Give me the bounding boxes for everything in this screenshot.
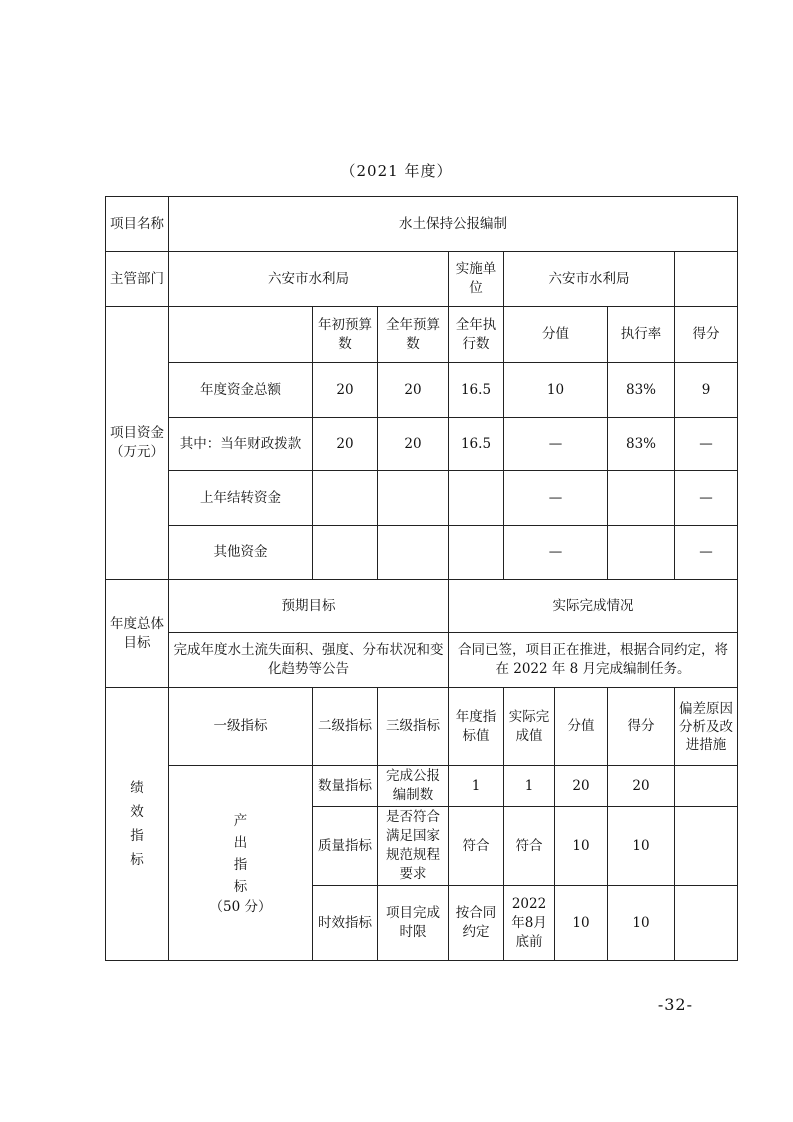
indicator-reason	[675, 807, 738, 886]
funds-header-empty	[169, 307, 313, 363]
funds-score-value: —	[504, 471, 608, 526]
funds-row-label: 年度资金总额	[169, 363, 313, 418]
indicators-header-score: 得分	[608, 688, 675, 766]
indicator-value: 10	[555, 886, 608, 961]
funds-row-other	[106, 526, 738, 580]
funds-row-label: 上年结转资金	[169, 471, 313, 526]
funds-section-label: 项目资金（万元）	[106, 307, 169, 580]
funds-header-rate: 执行率	[608, 307, 675, 363]
implementer-value: 六安市水利局	[504, 252, 675, 307]
funds-executed	[449, 526, 504, 580]
funds-budget-year	[378, 471, 449, 526]
goals-actual-text: 合同已签，项目正在推进，根据合同约定，将在 2022 年 8 月完成编制任务。	[449, 633, 738, 688]
department-value: 六安市水利局	[169, 252, 449, 307]
indicators-section-text: 绩效指标	[130, 780, 144, 868]
indicator-value: 20	[555, 766, 608, 807]
indicators-header-level2: 二级指标	[313, 688, 378, 766]
indicator-reason	[675, 886, 738, 961]
funds-score: —	[675, 526, 738, 580]
funds-header-row	[106, 307, 738, 363]
funds-rate: 83%	[608, 418, 675, 471]
indicators-section-label	[106, 688, 169, 961]
funds-budget-start: 20	[313, 363, 378, 418]
indicator-level3: 项目完成时限	[378, 886, 449, 961]
funds-rate: 83%	[608, 363, 675, 418]
goals-content-row	[106, 633, 738, 688]
goals-actual-header: 实际完成情况	[449, 580, 738, 633]
page-number: -32-	[657, 995, 693, 1014]
funds-rate	[608, 526, 675, 580]
funds-score: —	[675, 418, 738, 471]
indicator-row-quantity	[106, 766, 738, 807]
indicator-level1-label: 产出指标	[233, 812, 248, 895]
implementer-label: 实施单位	[449, 252, 504, 307]
indicator-actual: 1	[504, 766, 555, 807]
funds-score-value: —	[504, 526, 608, 580]
project-name-label: 项目名称	[106, 197, 169, 252]
goals-header-row	[106, 580, 738, 633]
indicator-actual: 符合	[504, 807, 555, 886]
funds-row-fiscal	[106, 418, 738, 471]
indicator-level3: 完成公报编制数	[378, 766, 449, 807]
indicator-level3: 是否符合满足国家规范规程要求	[378, 807, 449, 886]
indicator-level1-points: （50 分）	[209, 898, 272, 915]
funds-header-budget-year: 全年预算数	[378, 307, 449, 363]
indicators-header-value: 分值	[555, 688, 608, 766]
funds-budget-year: 20	[378, 363, 449, 418]
funds-score-value: 10	[504, 363, 608, 418]
funds-row-label: 其中：当年财政拨款	[169, 418, 313, 471]
funds-score: 9	[675, 363, 738, 418]
indicator-level2: 质量指标	[313, 807, 378, 886]
goals-expected-text: 完成年度水土流失面积、强度、分布状况和变化趋势等公告	[169, 633, 449, 688]
project-name-value: 水土保持公报编制	[169, 197, 738, 252]
indicator-target: 按合同约定	[449, 886, 504, 961]
indicator-level2: 时效指标	[313, 886, 378, 961]
indicator-score: 20	[608, 766, 675, 807]
project-name-row	[106, 197, 738, 252]
performance-table	[105, 196, 738, 961]
indicator-level2: 数量指标	[313, 766, 378, 807]
indicator-actual: 2022年8月底前	[504, 886, 555, 961]
funds-score: —	[675, 471, 738, 526]
indicators-header-level1: 一级指标	[169, 688, 313, 766]
funds-executed	[449, 471, 504, 526]
funds-executed: 16.5	[449, 418, 504, 471]
funds-row-carryover	[106, 471, 738, 526]
funds-header-executed: 全年执行数	[449, 307, 504, 363]
department-row	[106, 252, 738, 307]
indicators-header-row	[106, 688, 738, 766]
goals-section-label: 年度总体目标	[106, 580, 169, 688]
indicators-header-target: 年度指标值	[449, 688, 504, 766]
indicators-header-level3: 三级指标	[378, 688, 449, 766]
implementer-empty-cell	[675, 252, 738, 307]
indicator-level1-cell	[169, 766, 313, 961]
funds-row-total	[106, 363, 738, 418]
goals-expected-header: 预期目标	[169, 580, 449, 633]
funds-score-value: —	[504, 418, 608, 471]
funds-executed: 16.5	[449, 363, 504, 418]
indicator-score: 10	[608, 886, 675, 961]
funds-row-label: 其他资金	[169, 526, 313, 580]
indicator-score: 10	[608, 807, 675, 886]
indicators-header-reason: 偏差原因分析及改进措施	[675, 688, 738, 766]
funds-rate	[608, 471, 675, 526]
funds-budget-start	[313, 471, 378, 526]
funds-header-score: 得分	[675, 307, 738, 363]
funds-budget-start: 20	[313, 418, 378, 471]
indicator-target: 1	[449, 766, 504, 807]
department-label: 主管部门	[106, 252, 169, 307]
indicator-value: 10	[555, 807, 608, 886]
indicator-reason	[675, 766, 738, 807]
funds-header-budget-start: 年初预算数	[313, 307, 378, 363]
report-year-title: （2021 年度）	[340, 162, 453, 180]
indicator-target: 符合	[449, 807, 504, 886]
funds-budget-year: 20	[378, 418, 449, 471]
funds-budget-start	[313, 526, 378, 580]
indicators-header-actual: 实际完成值	[504, 688, 555, 766]
funds-budget-year	[378, 526, 449, 580]
funds-header-score-value: 分值	[504, 307, 608, 363]
